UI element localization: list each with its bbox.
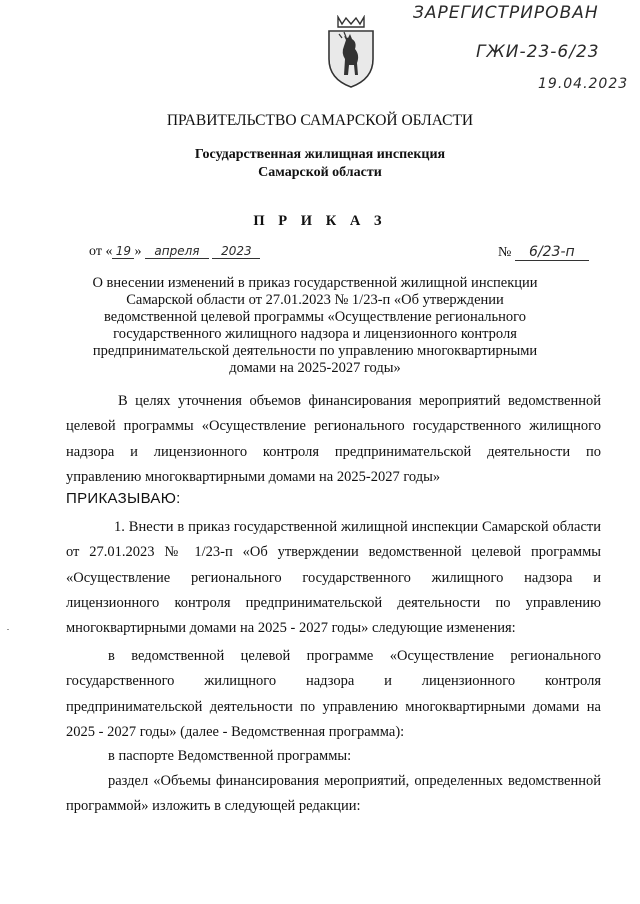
number-value: 6/23-п [515,244,589,261]
inspection-title [0,146,640,182]
handwritten-registration-date: 19.04.2023 [538,76,629,92]
order-subject: О внесении изменений в приказ государственной жилищной инспекции Самарской области от 27.01.2023 № 1/23-п «Об утверждении ведомственной целевой программы «Осуществление регионального государственного жилищного надзора и лицензионного контроля предпринимательской деятельности по управлению многоквартирными домами на 2025-2027 годы» [92,275,538,376]
samara-coat-of-arms-icon [324,15,378,89]
date-open-quote: « [105,244,113,259]
handwritten-registration-number: ГЖИ-23-6/23 [476,42,600,62]
handwritten-registration-mark: ЗАРЕГИСТРИРОВАН [413,3,599,23]
item-4-paragraph: раздел «Объемы финансирования мероприятий, определенных ведомственной программой» изложить в следующей редакции: [66,773,601,815]
document-number [498,244,589,261]
item-2-paragraph: в ведомственной целевой программе «Осуществление регионального государственного жилищного надзора и лицензионного контроля предпринимательской деятельности по управлению многоквартирными домами на 2025 - 2027 годы» (далее - Ведомственная программа): [66,648,601,740]
number-prefix: № [498,245,512,260]
date-month: апреля [145,244,209,259]
intro-paragraph: В целях уточнения объемов финансирования мероприятий ведомственной целевой программы «Осуществление регионального государственного жилищного надзора и лицензионного контроля предпринимательской деятельности по управлению многоквартирными домами на 2025-2027 годы» [66,393,601,485]
date-year: 2023 [212,244,260,259]
document-date [89,244,260,260]
date-prefix: от [89,244,102,259]
inspection-title-line1: Государственная жилищная инспекция [194,147,446,162]
date-day: 19 [112,244,134,259]
date-close-quote: » [134,244,142,259]
scan-speck [7,629,9,630]
document-type: П Р И К А З [253,213,387,229]
government-title: ПРАВИТЕЛЬСТВО САМАРСКОЙ ОБЛАСТИ [166,112,474,129]
inspection-title-line2: Самарской области [258,165,382,180]
item-1-paragraph: 1. Внести в приказ государственной жилищной инспекции Самарской области от 27.01.2023 № 1/23-п «Об утверждении ведомственной целевой программы «Осуществление регионального государственного жилищного надзора и лицензионного контроля предпринимательской деятельности по управлению многоквартирными домами на 2025 - 2027 годы» следующие изменения: [66,519,601,637]
order-word: ПРИКАЗЫВАЮ: [66,490,181,507]
item-3-paragraph: в паспорте Ведомственной программы: [108,748,352,764]
